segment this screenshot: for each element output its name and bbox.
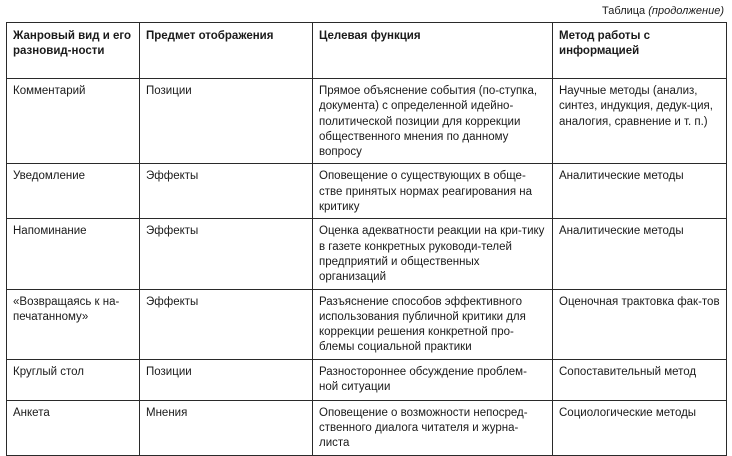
genre-table — [6, 22, 727, 456]
cell-genre: Уведомление — [7, 164, 140, 219]
table-caption — [602, 4, 724, 18]
cell-method: Оценочная трактовка фак-тов — [553, 289, 727, 359]
cell-subject: Позиции — [140, 79, 313, 164]
header-method: Метод работы с информацией — [553, 23, 727, 79]
header-function: Целевая функция — [313, 23, 553, 79]
table-row — [7, 79, 727, 164]
cell-method: Научные методы (анализ, синтез, индукция, дедук-ция, аналогия, сравнение и т. п.) — [553, 79, 727, 164]
table-row — [7, 359, 727, 400]
cell-genre: «Возвращаясь к на-печатанному» — [7, 289, 140, 359]
table-row — [7, 219, 727, 289]
cell-function: Оповещение о возможности непосред-ственного диалога читателя и журна-листа — [313, 400, 553, 455]
cell-subject: Мнения — [140, 400, 313, 455]
table-row — [7, 289, 727, 359]
cell-function: Разъяснение способов эффективного использования публичной критики для коррекции решения конкретной про-блемы социальной практики — [313, 289, 553, 359]
cell-genre: Анкета — [7, 400, 140, 455]
cell-function: Разностороннее обсуждение проблем-ной ситуации — [313, 359, 553, 400]
table-row — [7, 400, 727, 455]
cell-genre: Комментарий — [7, 79, 140, 164]
caption-label: Таблица — [602, 5, 646, 17]
cell-function: Оповещение о существующих в обще-стве принятых нормах реагирования на критику — [313, 164, 553, 219]
header-subject: Предмет отображения — [140, 23, 313, 79]
cell-method: Аналитические методы — [553, 164, 727, 219]
cell-method: Аналитические методы — [553, 219, 727, 289]
cell-genre: Круглый стол — [7, 359, 140, 400]
table-header-row — [7, 23, 727, 79]
cell-method: Социологические методы — [553, 400, 727, 455]
caption-note: (продолжение) — [648, 5, 724, 17]
cell-subject: Эффекты — [140, 289, 313, 359]
cell-genre: Напоминание — [7, 219, 140, 289]
cell-subject: Эффекты — [140, 164, 313, 219]
header-genre: Жанровый вид и его разновид-ности — [7, 23, 140, 79]
cell-subject: Позиции — [140, 359, 313, 400]
cell-function: Прямое объяснение события (по-ступка, документа) с определенной идейно-политической позиции для коррекции общественного мнения по данному вопросу — [313, 79, 553, 164]
table-row — [7, 164, 727, 219]
cell-function: Оценка адекватности реакции на кри-тику в газете конкретных руководи-телей предприятий и общественных организаций — [313, 219, 553, 289]
cell-method: Сопоставительный метод — [553, 359, 727, 400]
cell-subject: Эффекты — [140, 219, 313, 289]
